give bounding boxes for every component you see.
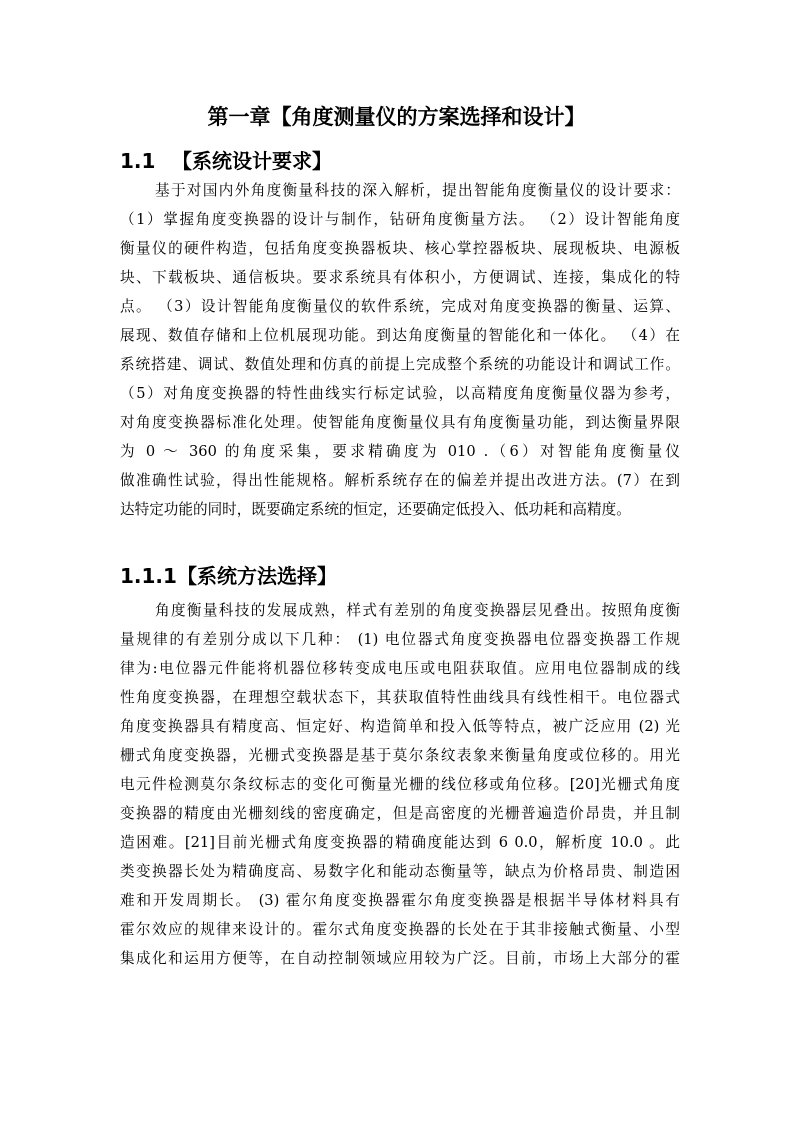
paragraph-method-selection bbox=[120, 596, 680, 973]
paragraph-line: 衡量仪的硬件构造，包括角度变换器板块、核心掌控器板块、展现板块、电源板 bbox=[120, 240, 680, 257]
section-number: 1.1 bbox=[120, 149, 156, 173]
paragraph-line: 块、下载板块、通信板块。要求系统具有体积小，方便调试、连接，集成化的特 bbox=[120, 269, 680, 286]
paragraph-line: 类变换器长处为精确度高、易数字化和能动态衡量等，缺点为价格昂贵、制造困 bbox=[120, 863, 680, 880]
section-heading-1-1-1 bbox=[120, 560, 337, 592]
paragraph-line: 难和开发周期长。 (3) 霍尔角度变换器霍尔角度变换器是根据半导体材料具有 bbox=[120, 892, 680, 909]
section-number: 1.1.1 bbox=[120, 564, 177, 588]
paragraph-line: （1）掌握角度变换器的设计与制作，钻研角度衡量方法。 （2）设计智能角度 bbox=[120, 211, 680, 228]
paragraph-line: 律为:电位器元件能将机器位移转变成电压或电阻获取值。应用电位器制成的线 bbox=[120, 660, 680, 677]
paragraph-line: 点。 （3）设计智能角度衡量仪的软件系统，完成对角度变换器的衡量、运算、 bbox=[120, 298, 680, 315]
paragraph-line: 对角度变换器标准化处理。使智能角度衡量仪具有角度衡量功能，到达衡量界限 bbox=[120, 414, 680, 431]
paragraph-line: 造困难。[21]目前光栅式角度变换器的精确度能达到 6 0.0，解析度 10.0 。此 bbox=[120, 834, 680, 851]
paragraph-line: 基于对国内外角度衡量科技的深入解析，提出智能角度衡量仪的设计要求： bbox=[155, 182, 680, 199]
paragraph-line: 系统搭建、调试、数值处理和仿真的前提上完成整个系统的功能设计和调试工作。 bbox=[120, 356, 680, 373]
chapter-title: 第一章【角度测量仪的方案选择和设计】 bbox=[207, 105, 586, 129]
paragraph-line: 角度变换器具有精度高、恒定好、构造简单和投入低等特点，被广泛应用 (2) 光 bbox=[120, 718, 680, 735]
paragraph-line: 性角度变换器，在理想空载状态下，其获取值特性曲线具有线性相干。电位器式 bbox=[120, 689, 680, 706]
paragraph-line: 霍尔效应的规律来设计的。霍尔式角度变换器的长处在于其非接触式衡量、小型 bbox=[120, 921, 680, 938]
paragraph-line: 集成化和运用方便等，在自动控制领域应用较为广泛。目前，市场上大部分的霍 bbox=[120, 950, 680, 967]
paragraph-line: 变换器的精度由光栅刻线的密度确定，但是高密度的光栅普遍造价昂贵，并且制 bbox=[120, 805, 680, 822]
paragraph-line: （5）对角度变换器的特性曲线实行标定试验，以高精度角度衡量仪器为参考， bbox=[120, 385, 680, 402]
section-heading-1-1 bbox=[120, 145, 332, 177]
paragraph-line: 量规律的有差别分成以下几种： (1) 电位器式角度变换器电位器变换器工作规 bbox=[120, 631, 680, 648]
paragraph-line: 电元件检测莫尔条纹标志的变化可衡量光栅的线位移或角位移。[20]光栅式角度 bbox=[120, 776, 680, 793]
paragraph-line: 达特定功能的同时，既要确定系统的恒定，还要确定低投入、低功耗和高精度。 bbox=[120, 501, 631, 518]
paragraph-line: 角度衡量科技的发展成熟，样式有差别的角度变换器层见叠出。按照角度衡 bbox=[155, 602, 680, 619]
section-title: 【系统设计要求】 bbox=[172, 149, 332, 173]
paragraph-line: 为 0 ～ 360 的角度采集，要求精确度为 010 .（6）对智能角度衡量仪 bbox=[120, 443, 680, 460]
paragraph-design-requirements bbox=[120, 176, 680, 524]
section-title: 【系统方法选择】 bbox=[176, 564, 337, 588]
paragraph-line: 展现、数值存储和上位机展现功能。到达角度衡量的智能化和一体化。 （4）在 bbox=[120, 327, 680, 344]
paragraph-line: 栅式角度变换器，光栅式变换器是基于莫尔条纹表象来衡量角度或位移的。用光 bbox=[120, 747, 680, 764]
paragraph-line: 做准确性试验，得出性能规格。解析系统存在的偏差并提出改进方法。(7）在到 bbox=[120, 472, 680, 489]
